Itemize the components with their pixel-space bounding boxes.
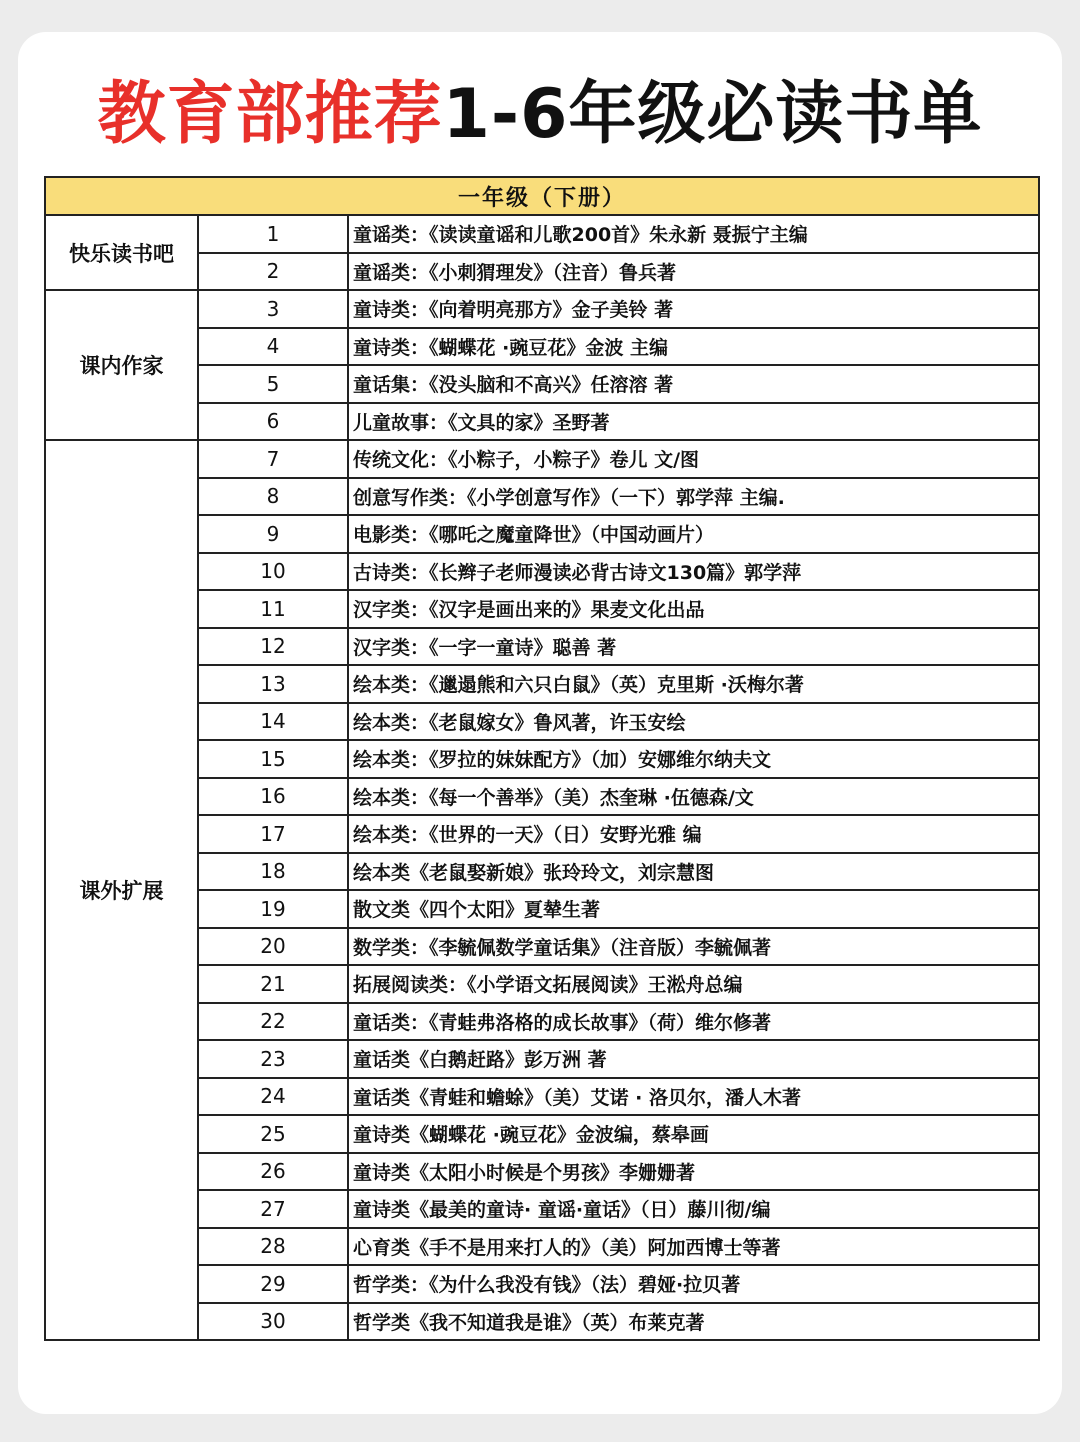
book-entry: 童诗类《太阳小时候是个男孩》李姗姗著 <box>348 1153 1039 1191</box>
row-number: 27 <box>198 1190 348 1228</box>
row-number: 5 <box>198 365 348 403</box>
row-number: 28 <box>198 1228 348 1266</box>
row-number: 21 <box>198 965 348 1003</box>
book-entry: 散文类《四个太阳》夏辇生著 <box>348 890 1039 928</box>
book-entry: 童谣类：《小刺猬理发》（注音）鲁兵著 <box>348 253 1039 291</box>
row-number: 24 <box>198 1078 348 1116</box>
book-entry: 哲学类《我不知道我是谁》（英）布莱克著 <box>348 1303 1039 1341</box>
book-entry: 数学类：《李毓佩数学童话集》（注音版）李毓佩著 <box>348 928 1039 966</box>
section-label: 快乐读书吧 <box>45 215 198 290</box>
row-number: 16 <box>198 778 348 816</box>
row-number: 6 <box>198 403 348 441</box>
row-number: 17 <box>198 815 348 853</box>
book-entry: 童话类《白鹅赶路》彭万洲 著 <box>348 1040 1039 1078</box>
row-number: 18 <box>198 853 348 891</box>
row-number: 10 <box>198 553 348 591</box>
title-black-part: 1-6年级必读书单 <box>442 75 983 154</box>
row-number: 7 <box>198 440 348 478</box>
book-entry: 童谣类：《读读童谣和儿歌200首》朱永新 聂振宁主编 <box>348 215 1039 253</box>
book-entry: 童话集：《没头脑和不高兴》任溶溶 著 <box>348 365 1039 403</box>
book-entry: 传统文化：《小粽子，小粽子》卷儿 文/图 <box>348 440 1039 478</box>
book-entry: 童诗类：《蝴蝶花 ·豌豆花》金波 主编 <box>348 328 1039 366</box>
table-row <box>45 440 1039 478</box>
book-entry: 童诗类《最美的童诗· 童谣·童话》（日）藤川彻/编 <box>348 1190 1039 1228</box>
row-number: 22 <box>198 1003 348 1041</box>
book-entry: 汉字类：《一字一童诗》聪善 著 <box>348 628 1039 666</box>
book-entry: 童话类《青蛙和蟾蜍》（美）艾诺 · 洛贝尔，潘人木著 <box>348 1078 1039 1116</box>
row-number: 4 <box>198 328 348 366</box>
book-entry: 汉字类：《汉字是画出来的》果麦文化出品 <box>348 590 1039 628</box>
book-entry: 绘本类：《每一个善举》（美）杰奎琳 ·伍德森/文 <box>348 778 1039 816</box>
row-number: 26 <box>198 1153 348 1191</box>
page-title <box>0 70 1080 160</box>
row-number: 3 <box>198 290 348 328</box>
row-number: 1 <box>198 215 348 253</box>
row-number: 29 <box>198 1265 348 1303</box>
section-label: 课内作家 <box>45 290 198 440</box>
book-entry: 绘本类：《罗拉的妹妹配方》（加）安娜维尔纳夫文 <box>348 740 1039 778</box>
table-row <box>45 215 1039 253</box>
book-entry: 绘本类：《邋遢熊和六只白鼠》（英）克里斯 ·沃梅尔著 <box>348 665 1039 703</box>
row-number: 19 <box>198 890 348 928</box>
book-entry: 创意写作类：《小学创意写作》（一下）郭学萍 主编. <box>348 478 1039 516</box>
row-number: 12 <box>198 628 348 666</box>
book-entry: 拓展阅读类：《小学语文拓展阅读》王淞舟总编 <box>348 965 1039 1003</box>
book-entry: 童诗类《蝴蝶花 ·豌豆花》金波编，蔡皋画 <box>348 1115 1039 1153</box>
row-number: 30 <box>198 1303 348 1341</box>
title-red-part: 教育部推荐 <box>97 75 443 154</box>
book-entry: 绘本类《老鼠娶新娘》张玲玲文，刘宗慧图 <box>348 853 1039 891</box>
book-entry: 童诗类：《向着明亮那方》金子美铃 著 <box>348 290 1039 328</box>
booklist-table <box>44 176 1040 1341</box>
row-number: 2 <box>198 253 348 291</box>
book-entry: 儿童故事：《文具的家》圣野著 <box>348 403 1039 441</box>
grade-header: 一年级（下册） <box>45 177 1039 215</box>
row-number: 9 <box>198 515 348 553</box>
book-entry: 电影类：《哪吒之魔童降世》（中国动画片） <box>348 515 1039 553</box>
book-entry: 心育类《手不是用来打人的》（美）阿加西博士等著 <box>348 1228 1039 1266</box>
book-entry: 绘本类：《老鼠嫁女》鲁风著，许玉安绘 <box>348 703 1039 741</box>
table-row <box>45 290 1039 328</box>
row-number: 15 <box>198 740 348 778</box>
book-entry: 古诗类：《长辫子老师漫读必背古诗文130篇》郭学萍 <box>348 553 1039 591</box>
row-number: 14 <box>198 703 348 741</box>
row-number: 20 <box>198 928 348 966</box>
book-entry: 童话类：《青蛙弗洛格的成长故事》（荷）维尔修著 <box>348 1003 1039 1041</box>
row-number: 8 <box>198 478 348 516</box>
book-entry: 哲学类：《为什么我没有钱》（法）碧娅·拉贝著 <box>348 1265 1039 1303</box>
book-entry: 绘本类：《世界的一天》（日）安野光雅 编 <box>348 815 1039 853</box>
row-number: 23 <box>198 1040 348 1078</box>
row-number: 13 <box>198 665 348 703</box>
section-label: 课外扩展 <box>45 440 198 1340</box>
row-number: 11 <box>198 590 348 628</box>
grade-header-row <box>45 177 1039 215</box>
row-number: 25 <box>198 1115 348 1153</box>
